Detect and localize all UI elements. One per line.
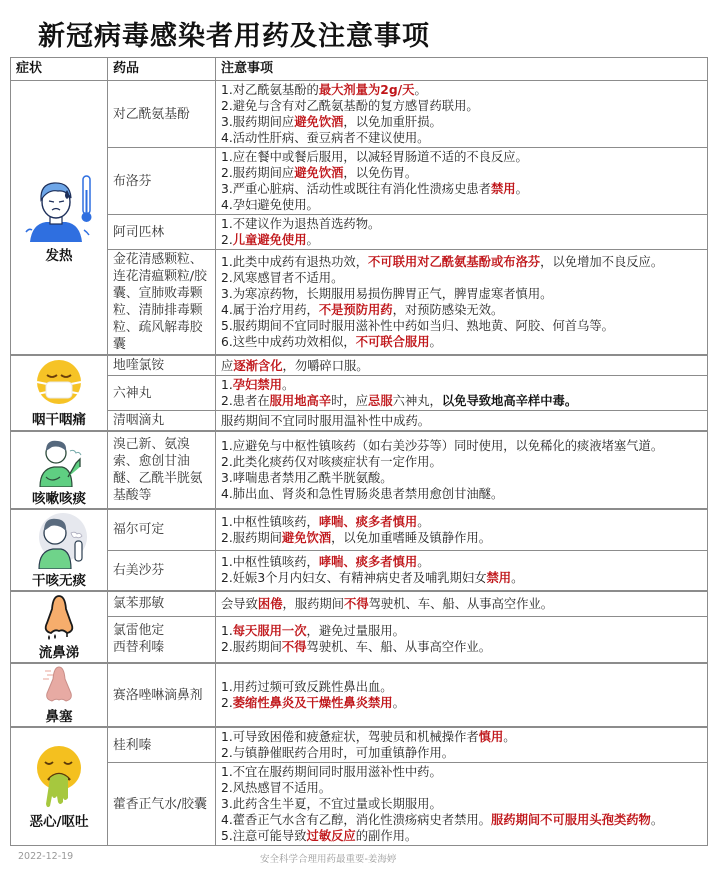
symptom-label: 鼻塞 <box>45 709 73 725</box>
note-text: 驾驶机、车、船、从事高空作业。 <box>368 596 554 611</box>
drug-name: 桂利嗪 <box>108 727 216 763</box>
table-row <box>11 355 708 376</box>
bold-text: 以免导致地高辛样中毒。 <box>441 394 578 408</box>
note-text: 1.应避免与中枢性镇咳药（如右美沙芬等）同时使用，以免稀化的痰液堵塞气道。 <box>221 439 664 453</box>
note-text: 1.可导致困倦和疲惫症状，驾驶员和机械操作者 <box>221 730 479 744</box>
notes-cell <box>216 509 708 550</box>
note-line <box>221 796 702 812</box>
note-line <box>221 82 702 98</box>
notes-cell <box>216 411 708 432</box>
notes-cell <box>216 215 708 250</box>
note-text: 1.用药过频可致反跳性鼻出血。 <box>221 680 393 694</box>
note-line <box>221 232 702 248</box>
note-text: ，以免加重嗜睡及镇静作用。 <box>331 530 491 545</box>
note-line <box>221 570 702 586</box>
notes-cell <box>216 81 708 148</box>
medication-table <box>10 57 708 846</box>
note-text: 3.哮喘患者禁用乙酰半胱氨酸。 <box>221 471 393 485</box>
warning-highlight: 服用地高辛 <box>269 394 332 408</box>
notes-cell <box>216 376 708 411</box>
drug-name: 金花清感颗粒、连花清瘟颗粒/胶囊、宣肺败毒颗粒、清肺排毒颗粒、疏风解毒胶囊 <box>108 250 216 356</box>
note-line <box>221 393 702 409</box>
note-text: 六神丸， <box>392 394 442 408</box>
note-text: 1. <box>221 624 233 639</box>
note-text: 1.此类中成药有退热功效， <box>221 255 368 269</box>
note-text: 4.孕妇避免使用。 <box>221 198 319 212</box>
note-text: 3.此药含生半夏，不宜过量或长期服用。 <box>221 797 442 811</box>
drug-name: 福尔可定 <box>108 509 216 550</box>
note-text: 3.服药期间应 <box>221 115 295 129</box>
note-line <box>221 514 702 530</box>
note-line <box>221 302 702 318</box>
note-text: 2.此类化痰药仅对咳痰症状有一定作用。 <box>221 455 442 469</box>
symptom-cell <box>11 81 108 356</box>
note-text: 服药期间不宜同时服用温补性中成药。 <box>221 413 431 428</box>
header-symptom: 症状 <box>11 58 108 81</box>
note-text: ，服药期间 <box>282 596 345 611</box>
note-line <box>221 454 702 470</box>
table-row <box>11 663 708 727</box>
drug-name: 藿香正气水/胶囊 <box>108 763 216 846</box>
notes-cell <box>216 663 708 727</box>
table-row <box>11 550 708 591</box>
note-text: ，以免伤胃。 <box>343 166 418 180</box>
warning-highlight: 避免饮酒 <box>294 115 344 129</box>
note-text: 。 <box>306 233 319 247</box>
warning-highlight: 每天服用一次 <box>232 624 307 639</box>
notes-cell <box>216 148 708 215</box>
note-line <box>221 729 702 745</box>
note-line <box>221 828 702 844</box>
note-text: 4.肺出血、肾炎和急性胃肠炎患者禁用愈创甘油醚。 <box>221 487 504 501</box>
note-text: 5.服药期间不宜同时服用滋补性中药如当归、熟地黄、阿胶、何首乌等。 <box>221 319 614 333</box>
drug-name: 阿司匹林 <box>108 215 216 250</box>
note-line <box>221 745 702 761</box>
vomiting-face-icon <box>16 744 102 810</box>
note-line <box>221 377 702 393</box>
note-text: 。 <box>429 335 442 349</box>
note-line <box>221 165 702 181</box>
warning-highlight: 避免饮酒 <box>281 530 332 545</box>
note-text: 。 <box>417 514 430 529</box>
note-text: 1.中枢性镇咳药， <box>221 555 319 570</box>
note-text: 驾驶机、车、船、从事高空作业。 <box>306 640 491 655</box>
note-text: 应 <box>221 358 234 373</box>
warning-highlight: 哮喘、痰多者慎用 <box>318 514 418 529</box>
notes-cell <box>216 591 708 616</box>
note-text: ，以免加重肝损。 <box>343 115 442 129</box>
table-row <box>11 81 708 148</box>
note-line <box>221 216 702 232</box>
warning-highlight: 服药期间不可服用头孢类药物 <box>490 813 651 827</box>
symptom-cell <box>11 509 108 591</box>
drug-name: 六神丸 <box>108 376 216 411</box>
table-row <box>11 616 708 663</box>
header-drug: 药品 <box>108 58 216 81</box>
note-line <box>221 530 702 546</box>
drug-name: 对乙酰氨基酚 <box>108 81 216 148</box>
symptom-label: 恶心/呕吐 <box>29 813 89 830</box>
note-text: 2.妊娠3个月内妇女、有精神病史者及哺乳期妇女 <box>221 571 487 586</box>
note-line <box>221 623 702 639</box>
table-row <box>11 376 708 411</box>
note-text: 2.服药期间 <box>221 530 282 545</box>
note-text: 2.服药期间应 <box>221 166 295 180</box>
table-row <box>11 763 708 846</box>
notes-cell <box>216 727 708 763</box>
note-line <box>221 114 702 130</box>
notes-cell <box>216 616 708 663</box>
table-row <box>11 431 708 509</box>
fever-person-thermometer-icon <box>16 172 102 244</box>
note-text: 。 <box>503 730 516 744</box>
note-text: 1.不宜在服药期间同时服用滋补性中药。 <box>221 765 442 779</box>
note-line <box>221 695 702 711</box>
note-text: 2.避免与含有对乙酰氨基酚的复方感冒药联用。 <box>221 99 479 113</box>
note-line <box>221 486 702 502</box>
warning-highlight: 过敏反应 <box>306 829 356 843</box>
table-row <box>11 148 708 215</box>
warning-highlight: 不得 <box>281 640 307 655</box>
note-line <box>221 812 702 828</box>
note-text: 2.风寒感冒者不适用。 <box>221 271 344 285</box>
symptom-cell <box>11 355 108 431</box>
face-with-mask-icon <box>16 358 102 408</box>
note-line <box>221 130 702 146</box>
warning-highlight: 不是预防用药 <box>318 303 393 317</box>
note-line <box>221 596 702 612</box>
note-line <box>221 181 702 197</box>
note-line <box>221 764 702 780</box>
drug-name: 赛洛唑啉滴鼻剂 <box>108 663 216 727</box>
note-line <box>221 639 702 655</box>
note-line <box>221 98 702 114</box>
symptom-label: 干咳无痰 <box>32 573 86 589</box>
table-row <box>11 250 708 356</box>
warning-highlight: 不得 <box>344 596 369 611</box>
warning-highlight: 儿童避免使用 <box>232 233 307 247</box>
note-text: 的副作用。 <box>355 829 418 843</box>
note-text: 2. <box>221 696 233 710</box>
note-line <box>221 270 702 286</box>
note-text: 。 <box>414 83 427 97</box>
warning-highlight: 不可联用对乙酰氨基酚或布洛芬 <box>368 255 541 269</box>
note-text: 2. <box>221 233 233 247</box>
note-text: ，以免增加不良反应。 <box>540 255 664 269</box>
table-row <box>11 411 708 432</box>
notes-cell <box>216 431 708 509</box>
symptom-label: 流鼻涕 <box>38 645 80 661</box>
note-line <box>221 679 702 695</box>
note-line <box>221 197 702 213</box>
note-line <box>221 286 702 302</box>
table-row <box>11 591 708 616</box>
footer-date: 2022-12-19 <box>18 851 74 862</box>
note-text: ，避免过量服用。 <box>306 624 405 639</box>
notes-cell <box>216 763 708 846</box>
symptom-cell <box>11 727 108 846</box>
symptom-label: 发热 <box>45 247 73 264</box>
note-text: ，对预防感染无效。 <box>392 303 504 317</box>
table-row <box>11 509 708 550</box>
note-text: 2.服药期间 <box>221 640 282 655</box>
warning-highlight: 忌服 <box>368 394 393 408</box>
footer-text: 安全科学合理用药最重要-姜海婷 <box>260 854 397 865</box>
note-line <box>221 438 702 454</box>
drug-name: 地喹氯铵 <box>108 355 216 376</box>
note-line <box>221 554 702 570</box>
table-row <box>11 215 708 250</box>
warning-highlight: 最大剂量为2g/天 <box>318 83 415 97</box>
note-text: 1.应在餐中或餐后服用，以减轻胃肠道不适的不良反应。 <box>221 150 528 164</box>
note-text: 4.藿香正气水含有乙醇，消化性溃疡病史者禁用。 <box>221 813 491 827</box>
warning-highlight: 不可联合服用 <box>355 335 430 349</box>
symptom-cell <box>11 663 108 727</box>
note-line <box>221 149 702 165</box>
note-line <box>221 318 702 334</box>
note-text: 4.属于治疗用药， <box>221 303 319 317</box>
warning-highlight: 哮喘、痰多者慎用 <box>318 555 418 570</box>
symptom-label: 咽干咽痛 <box>32 412 86 428</box>
note-text: 。 <box>511 571 524 586</box>
note-text: 1.中枢性镇咳药， <box>221 514 319 529</box>
drug-name: 右美沙芬 <box>108 550 216 591</box>
drug-name: 氯雷他定 西替利嗪 <box>108 616 216 663</box>
note-text: 。 <box>650 813 664 827</box>
note-line <box>221 470 702 486</box>
notes-cell <box>216 250 708 356</box>
symptom-cell <box>11 591 108 663</box>
note-text: 会导致 <box>221 596 258 611</box>
coughing-person-icon <box>16 433 102 487</box>
note-text: 4.活动性肝病、蚕豆病者不建议使用。 <box>221 131 430 145</box>
note-text: 。 <box>417 555 430 570</box>
warning-highlight: 困倦 <box>257 596 283 611</box>
note-text: 2.与镇静催眠药合用时，可加重镇静作用。 <box>221 746 455 760</box>
note-text: 1. <box>221 378 233 392</box>
warning-highlight: 慎用 <box>478 730 504 744</box>
symptom-label: 咳嗽咳痰 <box>32 491 86 507</box>
note-line <box>221 780 702 796</box>
note-text: 5.注意可能导致 <box>221 829 307 843</box>
note-line <box>221 254 702 270</box>
drug-name: 氯苯那敏 <box>108 591 216 616</box>
note-text: 。 <box>281 378 295 392</box>
symptom-cell <box>11 431 108 509</box>
notes-cell <box>216 550 708 591</box>
note-text: 1.不建议作为退热首选药物。 <box>221 217 381 231</box>
note-text: 6.这些中成药功效相似， <box>221 335 356 349</box>
note-line <box>221 413 702 429</box>
warning-highlight: 禁用 <box>486 571 512 586</box>
warning-highlight: 萎缩性鼻炎及干燥性鼻炎禁用 <box>232 696 393 710</box>
notes-cell <box>216 355 708 376</box>
note-text: 2.风热感冒不适用。 <box>221 781 332 795</box>
stuffy-nose-icon <box>16 665 102 705</box>
note-text: ，勿嚼碎口服。 <box>282 358 369 373</box>
warning-highlight: 禁用 <box>490 182 516 196</box>
note-text: 3.为寒凉药物，长期服用易损伤脾胃正气，脾胃虚寒者慎用。 <box>221 287 553 301</box>
drug-name: 布洛芬 <box>108 148 216 215</box>
table-body <box>11 81 708 846</box>
drug-name: 溴己新、氨溴索、愈创甘油醚、乙酰半胱氨基酸等 <box>108 431 216 509</box>
note-text: 。 <box>515 182 528 196</box>
note-line <box>221 358 702 374</box>
warning-highlight: 孕妇禁用 <box>232 378 282 392</box>
header-notes: 注意事项 <box>216 58 708 81</box>
note-line <box>221 334 702 350</box>
note-text: 2.患者在 <box>221 394 270 408</box>
note-text: 时，应 <box>331 394 369 408</box>
table-row <box>11 727 708 763</box>
note-text: 1.对乙酰氨基酚的 <box>221 83 319 97</box>
note-text: 3.严重心脏病、活动性或既往有消化性溃疡史患者 <box>221 182 491 196</box>
table-header-row <box>11 58 708 81</box>
drug-name: 清咽滴丸 <box>108 411 216 432</box>
warning-highlight: 避免饮酒 <box>294 166 344 180</box>
note-text: 。 <box>392 696 405 710</box>
runny-nose-icon <box>16 593 102 641</box>
warning-highlight: 逐渐含化 <box>233 358 283 373</box>
page-title: 新冠病毒感染者用药及注意事项 <box>38 21 430 52</box>
dry-cough-person-icon <box>16 511 102 569</box>
